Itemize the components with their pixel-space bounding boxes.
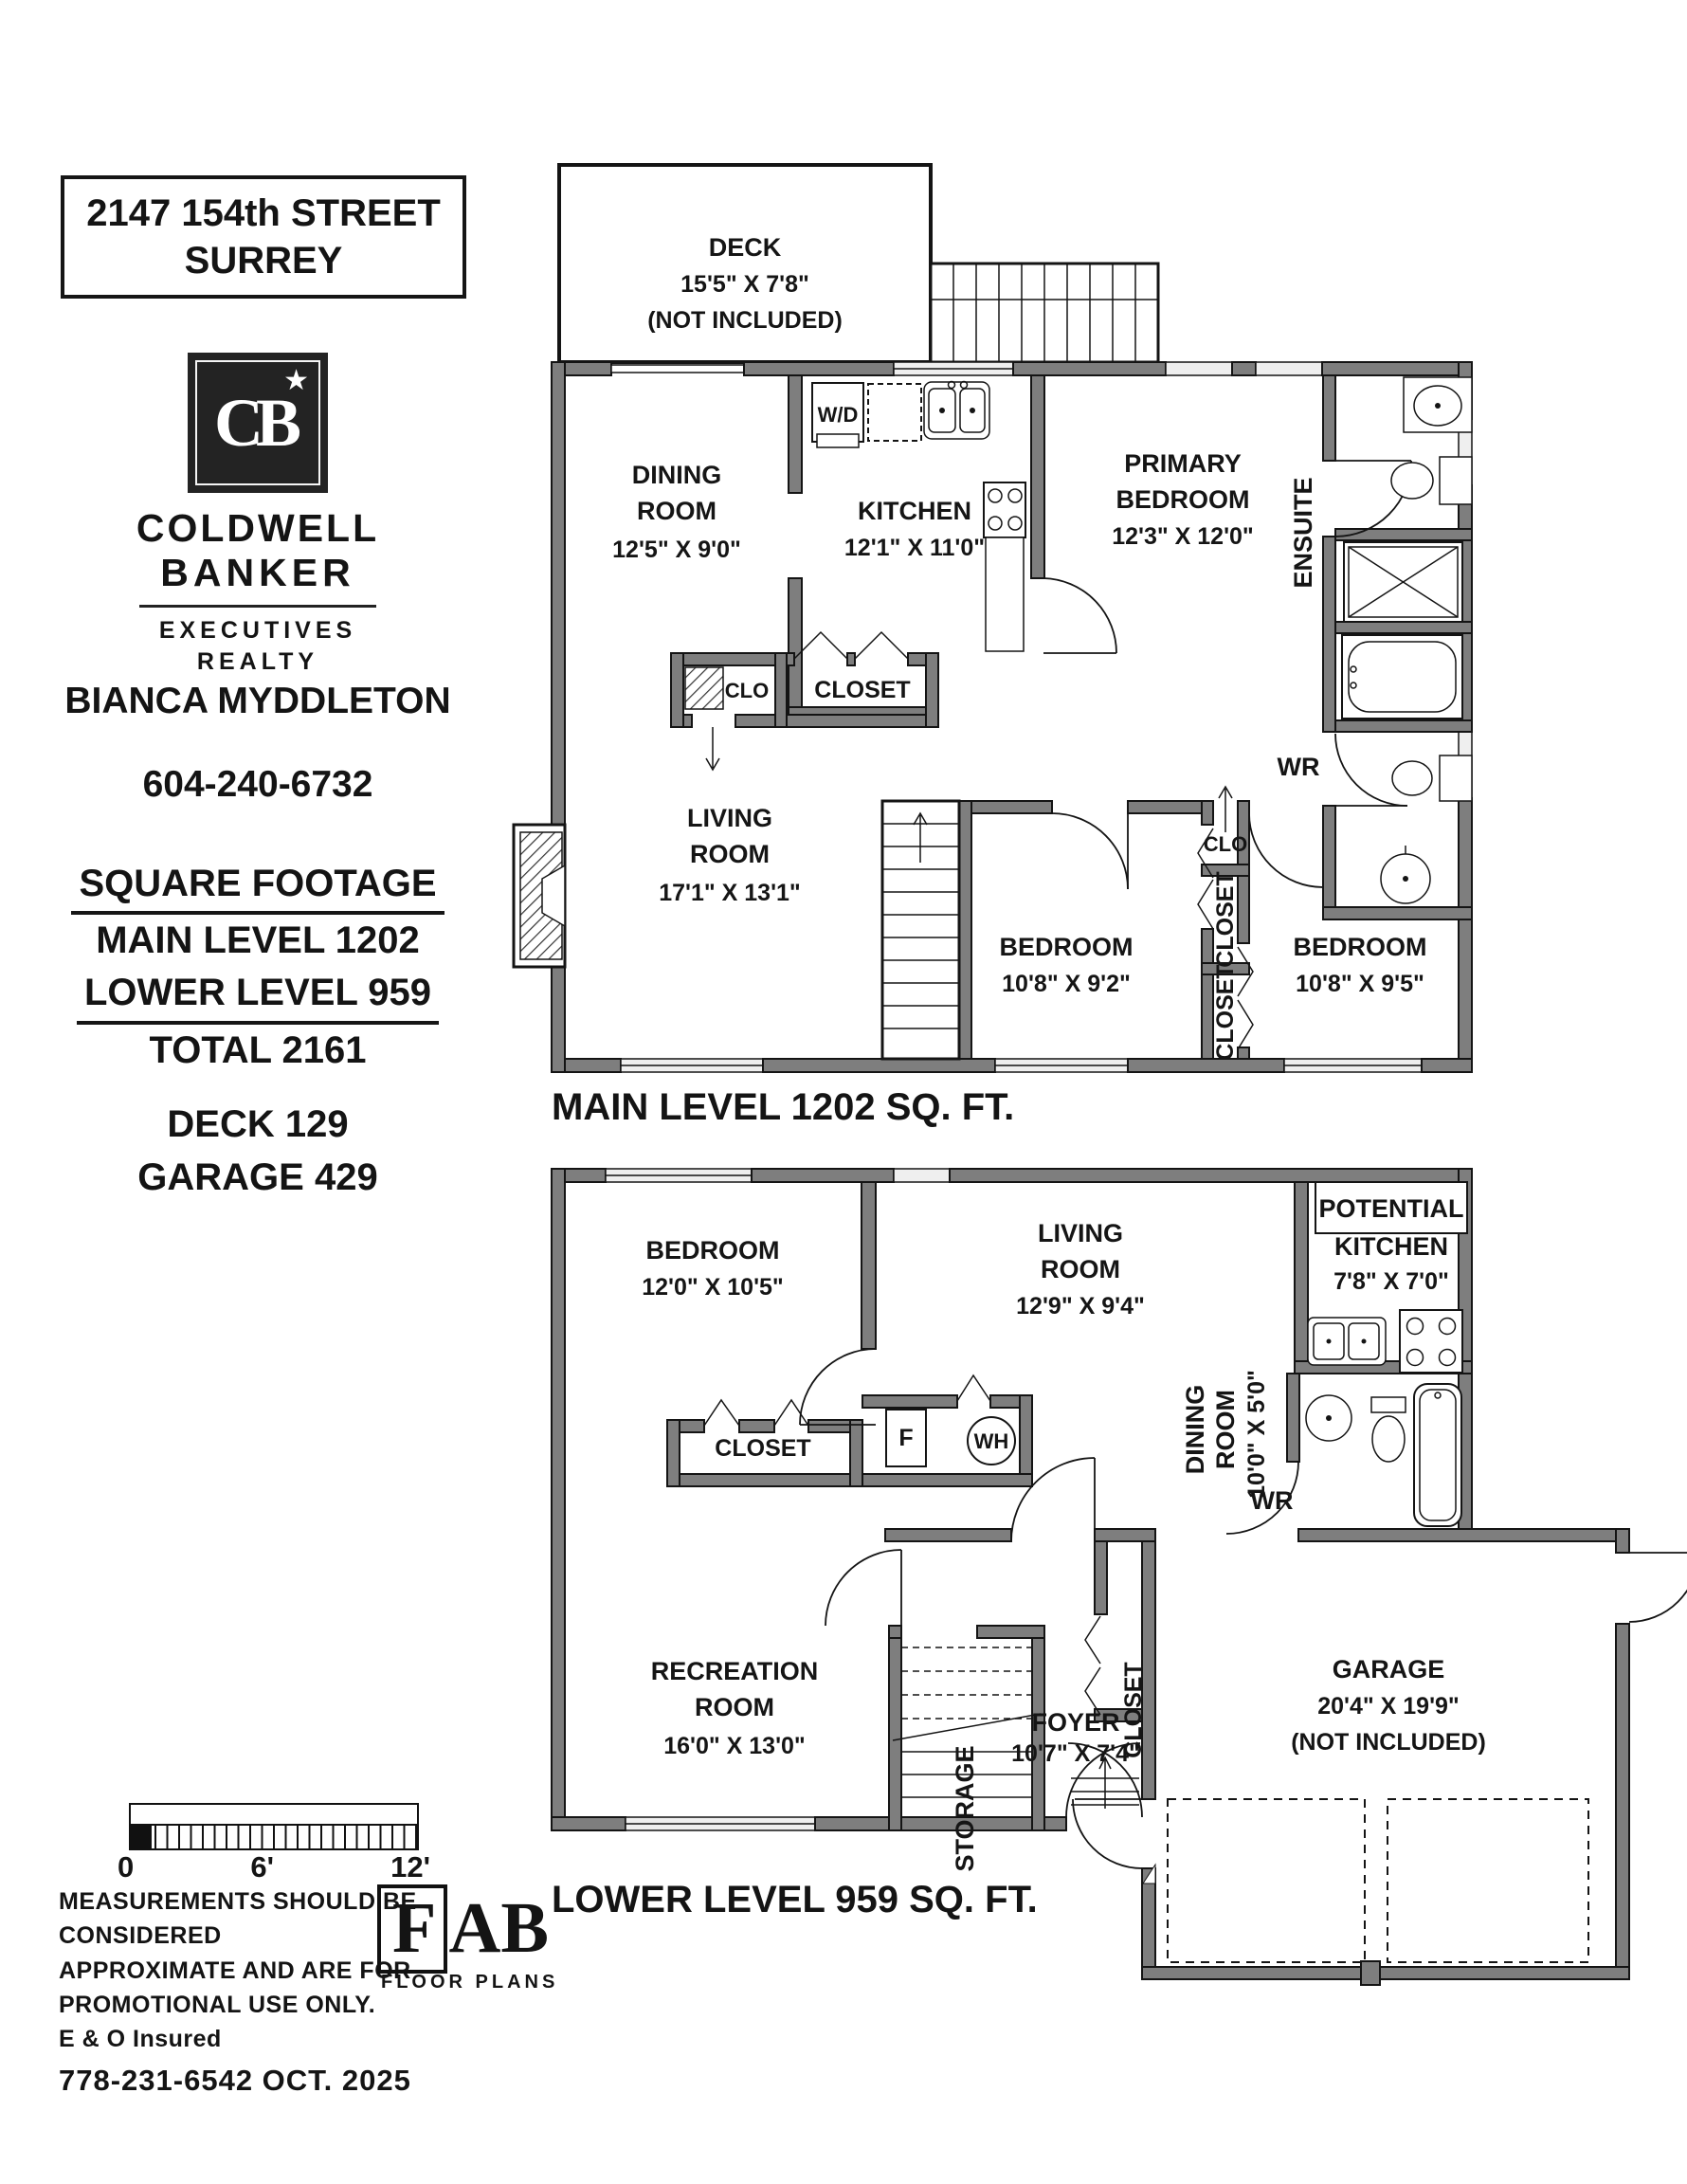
- wr-toilet-icon: [1392, 755, 1472, 801]
- bay-window: [514, 825, 565, 967]
- closet-primary-label: CLOSET: [814, 677, 911, 703]
- cb-star-icon: ★: [283, 365, 309, 396]
- main-stairs: [882, 801, 959, 1059]
- fab-subtitle: FLOOR PLANS: [381, 1972, 559, 1993]
- main-level-plan: [507, 161, 1673, 1085]
- scale-bar: [129, 1803, 419, 1850]
- primary-label2: BEDROOM: [1116, 485, 1250, 514]
- shower-icon: [1344, 542, 1462, 622]
- scale-startcap: [131, 1826, 152, 1848]
- storage-label: STORAGE: [951, 1745, 979, 1872]
- footage-lower: LOWER LEVEL 959: [77, 967, 439, 1024]
- fab-f-letter: F: [377, 1884, 447, 1974]
- living-label2: ROOM: [690, 840, 770, 868]
- wr-label: WR: [1277, 753, 1320, 781]
- footage-title: SQUARE FOOTAGE: [71, 858, 444, 915]
- main-level-caption: MAIN LEVEL 1202 SQ. FT.: [552, 1086, 1015, 1128]
- garage-label: GARAGE: [1332, 1655, 1445, 1684]
- coldwell-banker-logo-icon: [188, 353, 328, 493]
- garage-parking-outlines: [1168, 1799, 1588, 1962]
- fab-floorplans-logo: [377, 1888, 567, 1993]
- living-dims: 17'1" X 13'1": [659, 880, 801, 906]
- bathtub-icon: [1342, 635, 1462, 719]
- deck-label: DECK: [708, 233, 782, 262]
- contact-date-line: 778-231-6542 OCT. 2025: [59, 2064, 411, 2098]
- ensuite-label: ENSUITE: [1289, 477, 1317, 589]
- foyer-closet-label: CLOSET: [1120, 1662, 1147, 1758]
- scale-0: 0: [118, 1850, 135, 1884]
- address-line1: 2147 154th STREET: [86, 192, 441, 234]
- agent-phone: 604-240-6732: [142, 764, 373, 805]
- living-label1: LIVING: [686, 804, 773, 832]
- kitchen-sink-icon: [924, 382, 989, 440]
- garage-note: (NOT INCLUDED): [1291, 1729, 1486, 1756]
- primary-dims: 12'3" X 12'0": [1112, 523, 1254, 550]
- lower-stove-icon: [1400, 1310, 1462, 1373]
- kitchen-counter: [868, 384, 921, 441]
- l-wr-label: WR: [1250, 1486, 1294, 1515]
- footage-garage: GARAGE 429: [137, 1156, 378, 1198]
- lower-kitchen-sink-icon: [1308, 1318, 1386, 1365]
- garage-dims: 20'4" X 19'9": [1317, 1693, 1460, 1720]
- recreation-label2: ROOM: [695, 1693, 774, 1721]
- closet-mid-lower-label: CLOSET: [1212, 964, 1239, 1061]
- l-living-label2: ROOM: [1041, 1255, 1120, 1283]
- l-dining-label1: DINING: [1181, 1384, 1209, 1475]
- l-kitchen-label1: POTENTIAL: [1318, 1194, 1464, 1223]
- disclaimer-line2: APPROXIMATE AND ARE FOR: [59, 1956, 411, 1984]
- l-closet-label: CLOSET: [715, 1435, 811, 1462]
- l-bedroom-label: BEDROOM: [645, 1236, 780, 1265]
- bedroom2-dims: 10'8" X 9'2": [1002, 971, 1131, 997]
- cb-monogram: [195, 360, 320, 485]
- l-living-label1: LIVING: [1037, 1219, 1124, 1247]
- brand-block: [59, 506, 457, 677]
- wd-label: W/D: [817, 403, 859, 427]
- water-heater-label: WH: [973, 1429, 1009, 1453]
- fab-ab-letters: AB: [448, 1888, 550, 1968]
- address-box: [61, 175, 466, 299]
- ensuite-toilet-icon: [1391, 457, 1472, 504]
- fab-wordmark: [377, 1888, 567, 1968]
- lower-wr-sink-icon: [1306, 1395, 1351, 1441]
- l-kitchen-label2: KITCHEN: [1334, 1232, 1448, 1261]
- closet-mid-upper-label: CLOSET: [1212, 871, 1239, 968]
- footage-total: TOTAL 2161: [149, 1028, 367, 1071]
- kitchen-dims: 12'1" X 11'0": [844, 535, 986, 561]
- primary-label1: PRIMARY: [1124, 449, 1242, 478]
- bedroom3-dims: 10'8" X 9'5": [1296, 971, 1424, 997]
- scale-labels: [118, 1850, 430, 1884]
- lower-interior-walls: [667, 1182, 1629, 1985]
- dining-label2: ROOM: [637, 497, 717, 525]
- dining-dims: 12'5" X 9'0": [612, 537, 741, 563]
- brand-line1: COLDWELL: [136, 506, 380, 550]
- stove-icon: [984, 482, 1025, 651]
- brand-divider: [139, 605, 376, 608]
- brand-sub1: EXECUTIVES: [158, 617, 357, 645]
- clo-kitchen-label: CLO: [724, 679, 770, 702]
- foyer-label: FOYER: [1031, 1708, 1120, 1737]
- bedroom3-label: BEDROOM: [1293, 933, 1427, 961]
- recreation-dims: 16'0" X 13'0": [663, 1733, 806, 1759]
- recreation-label1: RECREATION: [650, 1657, 819, 1685]
- clo-hall-label: CLO: [1203, 832, 1248, 856]
- scale-ticks: [131, 1824, 417, 1848]
- insured-line: E & O Insured: [59, 2026, 222, 2052]
- scale-6: 6': [250, 1850, 274, 1884]
- l-dining-dims: 10'0" X 5'0": [1243, 1370, 1270, 1499]
- brand-sub2: REALTY: [196, 647, 319, 675]
- disclaimer-line1: MEASUREMENTS SHOULD BE CONSIDERED: [59, 1888, 417, 1950]
- agent-name: BIANCA MYDDLETON: [64, 681, 451, 721]
- l-dining-label2: ROOM: [1211, 1390, 1240, 1469]
- square-footage-block: [59, 858, 457, 1077]
- deck-note: (NOT INCLUDED): [647, 307, 843, 334]
- furnace-label: F: [898, 1425, 914, 1451]
- bedroom2-label: BEDROOM: [999, 933, 1134, 961]
- foyer-dims: 10'7" X 7'4": [1011, 1740, 1140, 1767]
- lower-wr-toilet-icon: [1371, 1397, 1406, 1462]
- lower-level-caption: LOWER LEVEL 959 SQ. FT.: [552, 1879, 1038, 1920]
- l-living-dims: 12'9" X 9'4": [1016, 1293, 1145, 1320]
- lower-bathtub-icon: [1414, 1384, 1461, 1526]
- cb-letters: CB: [213, 384, 295, 461]
- l-kitchen-dims: 7'8" X 7'0": [1333, 1268, 1449, 1295]
- footage-main: MAIN LEVEL 1202: [96, 919, 420, 962]
- deck-garage-block: [59, 1098, 457, 1204]
- wr-sink-icon: [1381, 846, 1430, 903]
- l-bedroom-dims: 12'0" X 10'5": [642, 1274, 784, 1301]
- dining-label1: DINING: [631, 461, 722, 489]
- address-line2: SURREY: [184, 240, 343, 282]
- brand-line2: BANKER: [160, 551, 355, 595]
- ensuite-sink-icon: [1404, 377, 1472, 432]
- scale-12: 12': [390, 1850, 430, 1884]
- deck-dims: 15'5" X 7'8": [680, 271, 809, 298]
- kitchen-label: KITCHEN: [858, 497, 971, 525]
- footage-deck: DECK 129: [167, 1103, 349, 1145]
- disclaimer-line3: PROMOTIONAL USE ONLY.: [59, 1991, 376, 2018]
